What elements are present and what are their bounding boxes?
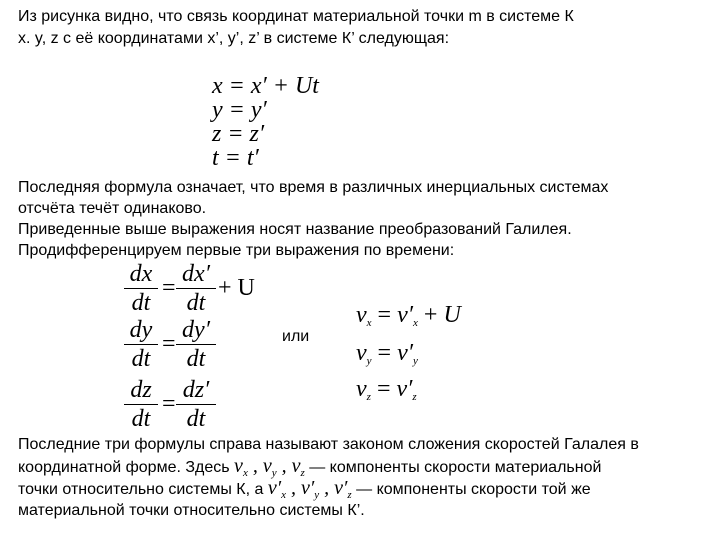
paragraph-1-line-2: x. y, z с её координатами x’, y’, z’ в системе К’ следующая: [18,30,450,47]
velocity-z: $v_z = v'_z$ [356,376,417,403]
denominator: dt [186,290,206,316]
inline-velocity-components: $v_x$ , $v_y$ , $v_z$ [234,455,305,479]
equals-sign: = [162,391,176,417]
denominator: dt [131,406,151,432]
paragraph-5-line-1: Последние три формулы справа называют законом сложения скоростей Галалея в [18,436,639,453]
numerator: dz′ [182,377,210,403]
paragraph-5-line-3-start: точки относительно системы К, а [18,481,268,498]
equation-z: z = z′ [212,121,265,147]
numerator: dy [129,317,153,343]
fraction-dy-dt [124,318,158,371]
equation-x: x = x′ + Ut [212,73,319,99]
denominator: dt [131,346,151,372]
equals-sign: = [162,275,176,301]
paragraph-5-line-2-start: координатной форме. Здесь [18,459,235,476]
velocity-x: $v_x = v'_x + U$ [356,302,461,329]
paragraph-4: Продифференцируем первые три выражения по времени: [18,242,455,259]
paragraph-3: Приведенные выше выражения носят название преобразований Галилея. [18,221,572,238]
or-label: или [282,328,310,345]
paragraph-2-line-1: Последняя формула означает, что время в различных инерциальных системах [18,179,609,196]
velocity-y: $v_y = v'_y$ [356,340,418,367]
fraction-dz-dt [124,378,158,431]
numerator: dx′ [182,261,210,287]
equation-y: y = y′ [212,97,267,123]
numerator: dz [130,377,152,403]
fraction-dy-prime-dt [176,318,216,371]
paragraph-1-line-1: Из рисунка видно, что связь координат материальной точки m в системе К [18,8,574,25]
paragraph-5-line-2-end: — компоненты скорости материальной [304,459,602,476]
fraction-dx-prime-dt [176,262,216,315]
paragraph-2-line-2: отсчёта течёт одинаково. [18,200,207,217]
equals-sign: = [162,331,176,357]
plus-u: + U [218,275,255,301]
denominator: dt [186,406,206,432]
numerator: dx [129,261,153,287]
inline-primed-velocity-components: $v'_x$ , $v'_y$ , $v'_z$ [267,477,352,501]
denominator: dt [131,290,151,316]
fraction-dx-dt [124,262,158,315]
numerator: dy′ [182,317,210,343]
denominator: dt [186,346,206,372]
equation-t: t = t′ [212,145,259,171]
paragraph-5-line-3-end: — компоненты скорости той же [351,481,591,498]
paragraph-5-line-4: материальной точки относительно системы К’. [18,502,365,519]
fraction-dz-prime-dt [176,378,216,431]
